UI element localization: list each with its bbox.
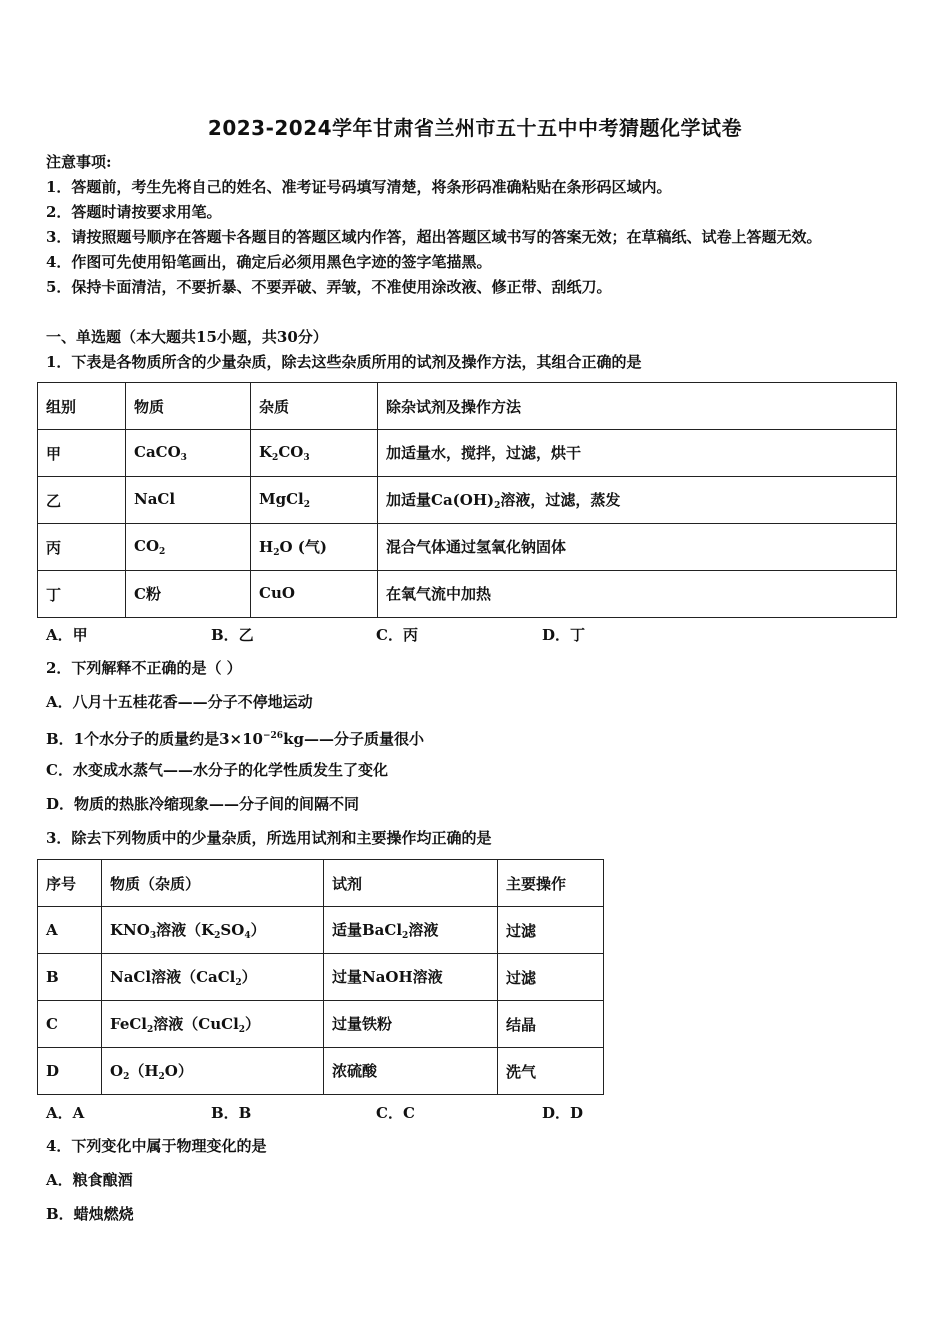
table-row xyxy=(38,907,604,954)
operation-cell: 结晶 xyxy=(498,1001,604,1048)
table-header-row xyxy=(38,860,604,907)
table-header-cell: 组别 xyxy=(38,383,126,430)
notice-heading: 注意事项: xyxy=(46,153,112,171)
operation-cell: 洗气 xyxy=(498,1048,604,1095)
method-cell: 加适量水，搅拌，过滤，烘干 xyxy=(378,430,897,477)
table-row xyxy=(38,524,897,571)
material-cell: $O_2(H_2O)$ xyxy=(102,1048,324,1095)
material-cell: NaCl溶液（CaCl$_2$） xyxy=(102,954,324,1001)
substance-cell: NaCl xyxy=(126,477,251,524)
table-row xyxy=(38,1001,604,1048)
option-c[interactable]: C．丙 xyxy=(376,626,418,644)
group-cell: 乙 xyxy=(38,477,126,524)
option-d[interactable]: D．丁 xyxy=(542,626,586,644)
method-cell: 在氧气流中加热 xyxy=(378,571,897,618)
table-header-cell: 试剂 xyxy=(324,860,498,907)
option-a[interactable]: A．A xyxy=(46,1104,85,1122)
option-b[interactable]: B．B xyxy=(211,1104,252,1122)
table-row xyxy=(38,1048,604,1095)
reagent-cell: 浓硫酸 xyxy=(324,1048,498,1095)
table-header-cell: 序号 xyxy=(38,860,102,907)
material-cell: FeCl$_2$溶液（CuCl$_2$） xyxy=(102,1001,324,1048)
option-c[interactable]: C．C xyxy=(376,1104,415,1122)
section-heading: 一、单选题（本大题共15小题，共30分） xyxy=(46,328,328,346)
option-b[interactable]: B．乙 xyxy=(211,626,254,644)
group-cell: 丁 xyxy=(38,571,126,618)
reagent-cell: 过量NaOH溶液 xyxy=(324,954,498,1001)
id-cell: B xyxy=(38,954,102,1001)
method-cell: 加适量$Ca(OH)_2$溶液，过滤，蒸发 xyxy=(378,477,897,524)
option-b[interactable]: B．1个水分子的质量约是$3\times 10^{-26}kg——$分子质量很小 xyxy=(46,730,424,748)
question-4-stem: 4．下列变化中属于物理变化的是 xyxy=(46,1137,267,1155)
question-1-stem: 1．下表是各物质所含的少量杂质，除去这些杂质所用的试剂及操作方法，其组合正确的是 xyxy=(46,353,642,371)
material-cell: $KNO_3$溶液$(K_2SO_4)$ xyxy=(102,907,324,954)
impurity-cell: $K_2CO_3$ xyxy=(251,430,378,477)
option-a[interactable]: A．八月十五桂花香——分子不停地运动 xyxy=(46,693,313,711)
exam-title: 2023-2024学年甘肃省兰州市五十五中中考猜题化学试卷 xyxy=(207,116,743,140)
table-header-cell: 物质（杂质） xyxy=(102,860,324,907)
substance-cell: C粉 xyxy=(126,571,251,618)
id-cell: C xyxy=(38,1001,102,1048)
operation-cell: 过滤 xyxy=(498,954,604,1001)
reagent-cell: 适量BaCl$_2$溶液 xyxy=(324,907,498,954)
table-header-cell: 杂质 xyxy=(251,383,378,430)
option-b[interactable]: B．蜡烛燃烧 xyxy=(46,1205,134,1223)
question-3-stem: 3．除去下列物质中的少量杂质，所选用试剂和主要操作均正确的是 xyxy=(46,829,492,847)
group-cell: 甲 xyxy=(38,430,126,477)
id-cell: D xyxy=(38,1048,102,1095)
table-header-cell: 主要操作 xyxy=(498,860,604,907)
option-d[interactable]: D．D xyxy=(542,1104,584,1122)
id-cell: A xyxy=(38,907,102,954)
option-c[interactable]: C．水变成水蒸气——水分子的化学性质发生了变化 xyxy=(46,761,388,779)
option-a[interactable]: A．甲 xyxy=(46,626,88,644)
operation-cell: 过滤 xyxy=(498,907,604,954)
notice-item: 3．请按照题号顺序在答题卡各题目的答题区域内作答，超出答题区域书写的答案无效；在草稿纸、试卷上答题无效。 xyxy=(46,228,822,246)
substance-cell: $CO_2$ xyxy=(126,524,251,571)
question-3-table xyxy=(37,859,604,1095)
notice-item: 2．答题时请按要求用笔。 xyxy=(46,203,222,221)
impurity-cell: CuO xyxy=(251,571,378,618)
question-2-stem: 2．下列解释不正确的是（ ） xyxy=(46,659,242,677)
impurity-cell: MgCl$_2$ xyxy=(251,477,378,524)
group-cell: 丙 xyxy=(38,524,126,571)
substance-cell: CaCO$_3$ xyxy=(126,430,251,477)
table-header-cell: 物质 xyxy=(126,383,251,430)
table-row xyxy=(38,430,897,477)
table-header-cell: 除杂试剂及操作方法 xyxy=(378,383,897,430)
table-header-row xyxy=(38,383,897,430)
question-1-table xyxy=(37,382,897,618)
notice-item: 1．答题前，考生先将自己的姓名、准考证号码填写清楚，将条形码准确粘贴在条形码区域内。 xyxy=(46,178,672,196)
notice-item: 5．保持卡面清洁，不要折暴、不要弄破、弄皱，不准使用涂改液、修正带、刮纸刀。 xyxy=(46,278,612,296)
notice-item: 4．作图可先使用铅笔画出，确定后必须用黑色字迹的签字笔描黑。 xyxy=(46,253,492,271)
table-row xyxy=(38,954,604,1001)
method-cell: 混合气体通过氢氧化钠固体 xyxy=(378,524,897,571)
impurity-cell: $H_2O$ (气) xyxy=(251,524,378,571)
table-row xyxy=(38,477,897,524)
reagent-cell: 过量铁粉 xyxy=(324,1001,498,1048)
table-row xyxy=(38,571,897,618)
option-a[interactable]: A．粮食酿酒 xyxy=(46,1171,133,1189)
option-d[interactable]: D．物质的热胀冷缩现象——分子间的间隔不同 xyxy=(46,795,360,813)
